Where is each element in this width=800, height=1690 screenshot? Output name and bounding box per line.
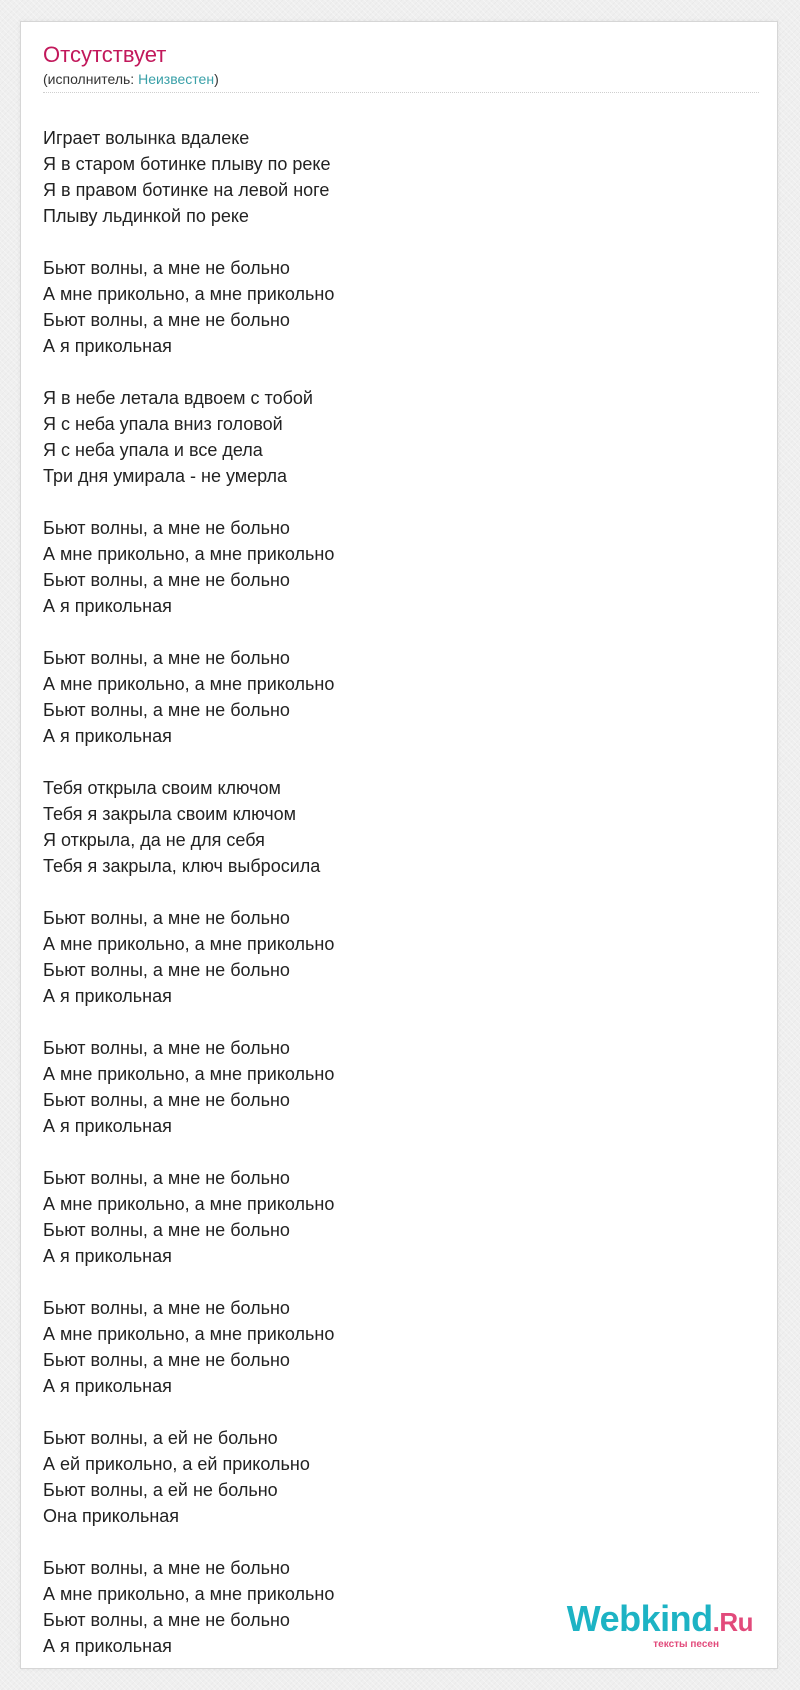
lyrics-line: Я открыла, да не для себя	[43, 830, 265, 850]
lyrics-line: А я прикольная	[43, 1116, 172, 1136]
lyrics-line: Бьют волны, а мне не больно	[43, 700, 290, 720]
logo-wordmark	[566, 1598, 753, 1640]
lyrics-line: Тебя открыла своим ключом	[43, 778, 281, 798]
lyrics-line: Бьют волны, а мне не больно	[43, 1558, 290, 1578]
lyrics-line: А мне прикольно, а мне прикольно	[43, 1064, 335, 1084]
lyrics-line: А я прикольная	[43, 726, 172, 746]
lyrics-line: Я с неба упала и все дела	[43, 440, 263, 460]
lyrics-stanza	[43, 125, 743, 229]
lyrics-line: Бьют волны, а мне не больно	[43, 960, 290, 980]
lyrics-line: А мне прикольно, а мне прикольно	[43, 934, 335, 954]
lyrics-stanza	[43, 905, 743, 1009]
lyrics-stanza	[43, 775, 743, 879]
lyrics-line: А я прикольная	[43, 1376, 172, 1396]
song-header	[43, 42, 759, 93]
lyrics-line: Бьют волны, а мне не больно	[43, 258, 290, 278]
lyrics-line: А я прикольная	[43, 986, 172, 1006]
lyrics-line: Бьют волны, а мне не больно	[43, 1298, 290, 1318]
lyrics-line: А я прикольная	[43, 596, 172, 616]
lyrics-line: Тебя я закрыла, ключ выбросила	[43, 856, 321, 876]
lyrics-line: А ей прикольно, а ей прикольно	[43, 1454, 310, 1474]
lyrics-stanza	[43, 1165, 743, 1269]
lyrics-line: Бьют волны, а мне не больно	[43, 310, 290, 330]
artist-suffix: )	[214, 71, 219, 87]
lyrics-line: Бьют волны, а мне не больно	[43, 1038, 290, 1058]
lyrics-line: Бьют волны, а ей не больно	[43, 1428, 278, 1448]
lyrics-line: Я в старом ботинке плыву по реке	[43, 154, 331, 174]
song-title: Отсутствует	[43, 42, 167, 67]
lyrics-stanza	[43, 515, 743, 619]
lyrics-line: Бьют волны, а мне не больно	[43, 1350, 290, 1370]
lyrics-line: Бьют волны, а мне не больно	[43, 1168, 290, 1188]
lyrics-body	[43, 125, 743, 1685]
lyrics-line: Тебя я закрыла своим ключом	[43, 804, 297, 824]
lyrics-line: Бьют волны, а мне не больно	[43, 1610, 290, 1630]
lyrics-line: Три дня умирала - не умерла	[43, 466, 288, 486]
lyrics-stanza	[43, 645, 743, 749]
lyrics-line: Плыву льдинкой по реке	[43, 206, 249, 226]
logo-tagline: тексты песен	[653, 1639, 719, 1650]
lyrics-line: Бьют волны, а мне не больно	[43, 570, 290, 590]
lyrics-line: А мне прикольно, а мне прикольно	[43, 284, 335, 304]
lyrics-line: А я прикольная	[43, 1246, 172, 1266]
lyrics-line: Она прикольная	[43, 1506, 180, 1526]
lyrics-line: Бьют волны, а мне не больно	[43, 1220, 290, 1240]
webkind-logo[interactable]	[566, 1598, 753, 1650]
lyrics-line: Бьют волны, а мне не больно	[43, 1090, 290, 1110]
lyrics-line: Я с неба упала вниз головой	[43, 414, 283, 434]
lyrics-line: А я прикольная	[43, 336, 172, 356]
lyrics-line: А мне прикольно, а мне прикольно	[43, 1324, 335, 1344]
lyrics-line: Я в правом ботинке на левой ноге	[43, 180, 330, 200]
lyrics-line: Бьют волны, а мне не больно	[43, 648, 290, 668]
lyrics-stanza	[43, 385, 743, 489]
lyrics-line: Играет волынка вдалеке	[43, 128, 250, 148]
artist-link[interactable]: Неизвестен	[138, 71, 215, 87]
artist-prefix: (исполнитель:	[43, 71, 139, 87]
lyrics-card	[20, 21, 778, 1669]
lyrics-line: А мне прикольно, а мне прикольно	[43, 674, 335, 694]
lyrics-line: А мне прикольно, а мне прикольно	[43, 544, 335, 564]
logo-main-text: Webkind	[566, 1598, 713, 1639]
lyrics-line: А мне прикольно, а мне прикольно	[43, 1584, 335, 1604]
lyrics-line: Бьют волны, а мне не больно	[43, 518, 290, 538]
lyrics-line: Я в небе летала вдвоем с тобой	[43, 388, 313, 408]
lyrics-line: Бьют волны, а мне не больно	[43, 908, 290, 928]
lyrics-line: А мне прикольно, а мне прикольно	[43, 1194, 335, 1214]
artist-line	[43, 70, 759, 93]
lyrics-stanza	[43, 1035, 743, 1139]
logo-suffix-text: .Ru	[712, 1607, 753, 1637]
lyrics-line: А я прикольная	[43, 1636, 172, 1656]
lyrics-stanza	[43, 1295, 743, 1399]
lyrics-stanza	[43, 255, 743, 359]
lyrics-line: Бьют волны, а ей не больно	[43, 1480, 278, 1500]
lyrics-stanza	[43, 1425, 743, 1529]
